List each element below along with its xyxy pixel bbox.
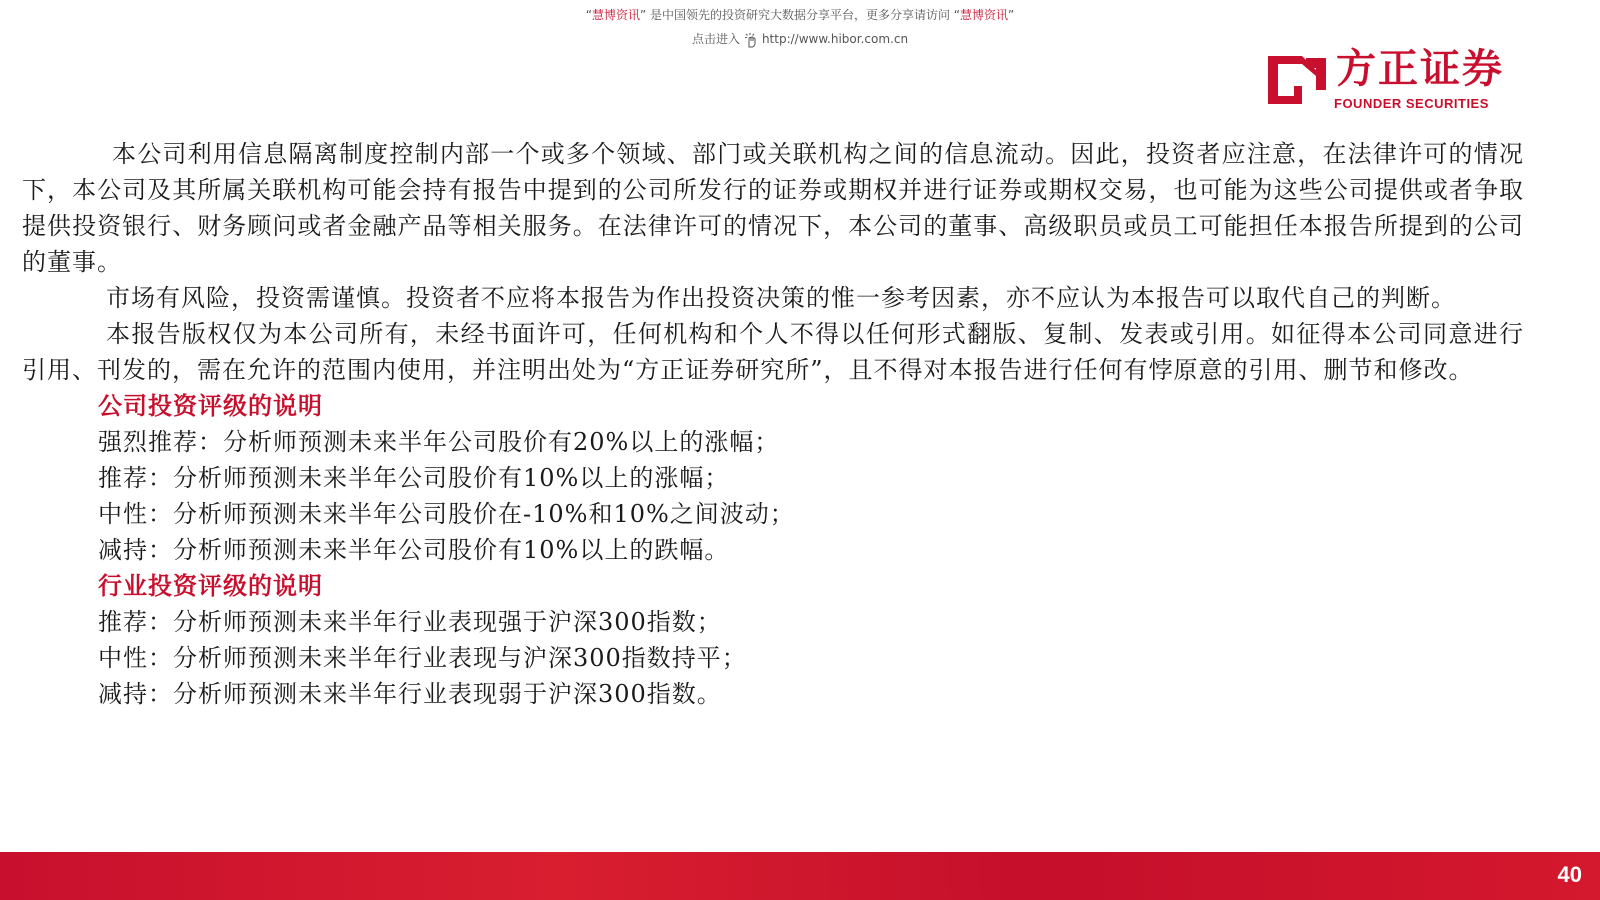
company-rating-item: 减持：分析师预测未来半年公司股价有10%以上的跌幅。 xyxy=(98,536,730,564)
company-rating-heading: 公司投资评级的说明 xyxy=(98,391,323,420)
company-rating-item: 推荐：分析师预测未来半年公司股价有10%以上的涨幅； xyxy=(98,464,730,492)
top-banner xyxy=(0,6,1600,48)
banner-text: ” 是中国领先的投资研究大数据分享平台，更多分享请访问 “ xyxy=(639,8,961,22)
industry-rating-item: 推荐：分析师预测未来半年行业表现强于沪深300指数； xyxy=(98,608,722,636)
footer-bar xyxy=(0,852,1600,900)
banner-tagline xyxy=(0,6,1600,24)
logo-english-name: FOUNDER SECURITIES xyxy=(1334,96,1489,111)
page-number: 40 xyxy=(1557,862,1582,887)
founder-logo-mark-icon xyxy=(1254,44,1332,114)
paragraph-copyright: 本报告版权仅为本公司所有，未经书面许可，任何机构和个人不得以任何形式翻版、复制、发表或引用。如征得本公司同意进行引用、刊发的，需在允许的范围内使用，并注明出处为“方正证券研究所”，且不得对本报告进行任何有悖原意的引用、删节和修改。 xyxy=(22,320,1524,384)
paragraph-risk-warning: 市场有风险，投资需谨慎。投资者不应将本报告为作出投资决策的惟一参考因素，亦不应认为本报告可以取代自己的判断。 xyxy=(106,284,1456,312)
banner-enter-label[interactable]: 点击进入 xyxy=(691,32,740,46)
industry-rating-item: 减持：分析师预测未来半年行业表现弱于沪深300指数。 xyxy=(98,680,722,708)
logo-chinese-name: 方正证券 xyxy=(1336,46,1504,92)
pointer-hand-icon xyxy=(743,32,759,48)
industry-rating-item: 中性：分析师预测未来半年行业表现与沪深300指数持平； xyxy=(98,644,747,672)
company-rating-item: 强烈推荐：分析师预测未来半年公司股价有20%以上的涨幅； xyxy=(98,428,780,456)
industry-rating-heading: 行业投资评级的说明 xyxy=(98,571,323,600)
paragraph-info-barrier: 本公司利用信息隔离制度控制内部一个或多个领域、部门或关联机构之间的信息流动。因此，投资者应注意，在法律许可的情况下，本公司及其所属关联机构可能会持有报告中提到的公司所发行的证券或期权并进行证券或期权交易，也可能为这些公司提供或者争取提供投资银行、财务顾问或者金融产品等相关服务。在法律许可的情况下，本公司的董事、高级职员或员工可能担任本报告所提到的公司的董事。 xyxy=(22,140,1524,276)
banner-brand-link-2[interactable]: 慧博资讯 xyxy=(960,8,1009,22)
banner-url-link[interactable]: http://www.hibor.com.cn xyxy=(761,32,909,46)
disclaimer-body xyxy=(22,136,1524,712)
company-rating-item: 中性：分析师预测未来半年公司股价在-10%和10%之间波动； xyxy=(98,500,795,528)
banner-brand-link[interactable]: 慧博资讯 xyxy=(591,8,640,22)
banner-quote-open: “ xyxy=(585,8,592,22)
company-logo xyxy=(1254,44,1524,114)
banner-quote-close: ” xyxy=(1008,8,1015,22)
